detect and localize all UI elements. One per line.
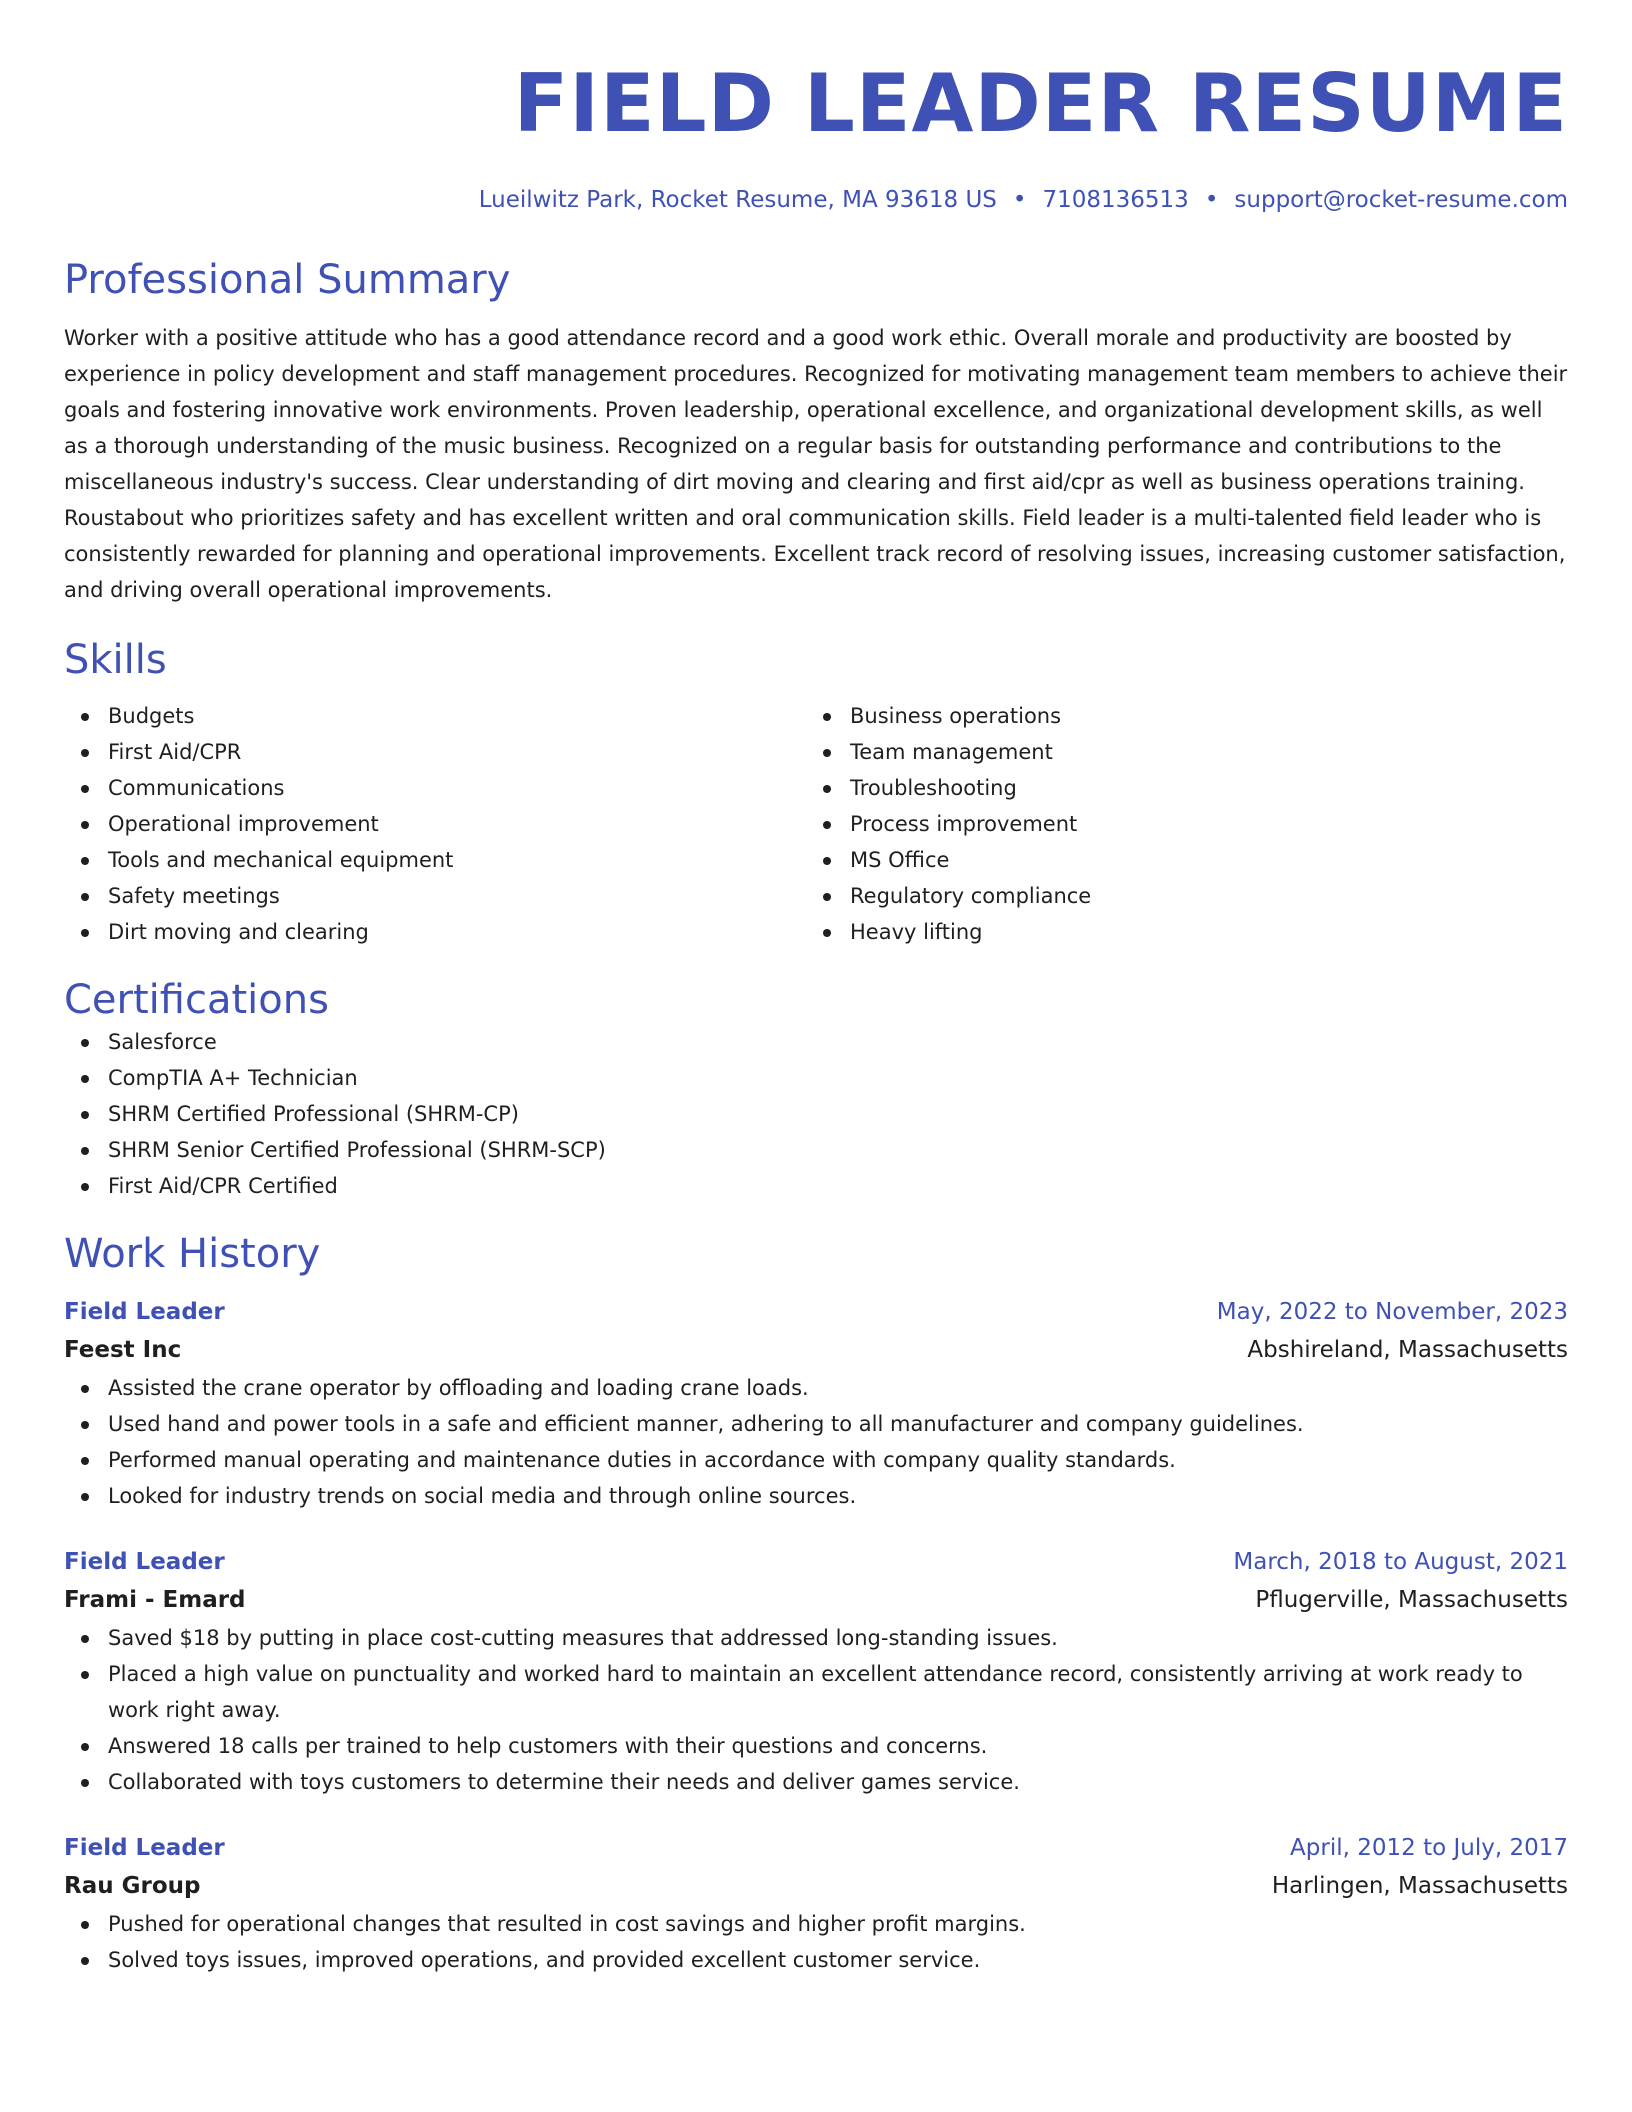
contact-separator: • <box>1012 187 1027 213</box>
job-bullet: Solved toys issues, improved operations, and provided excellent customer service. <box>64 1942 1568 1978</box>
summary-text: Worker with a positive attitude who has a good attendance record and a good work ethic. Overall morale and productivity are boosted by experience in policy development and staff management procedures. Recognized for motivating management team members to achieve their goals and fostering innovative work environments. Proven leadership, operational excellence, and organizational development skills, as well as a thorough understanding of the music business. Recognized on a regular basis for outstanding performance and contributions to the miscellaneous industry's success. Clear understanding of dirt moving and clearing and first aid/cpr as well as business operations training. Roustabout who prioritizes safety and has excellent written and oral communication skills. Field leader is a multi-talented field leader who is consistently rewarded for planning and operational improvements. Excellent track record of resolving issues, increasing customer satisfaction, and driving overall operational improvements. <box>64 326 1568 602</box>
skills-list-right <box>806 698 1548 950</box>
job-company: Feest Inc <box>64 1337 182 1363</box>
job-title: Field Leader <box>64 1835 225 1861</box>
job-company: Rau Group <box>64 1873 201 1899</box>
job-bullets <box>64 1370 1568 1514</box>
job-bullet: Used hand and power tools in a safe and efficient manner, adhering to all manufacturer and company guidelines. <box>64 1406 1568 1442</box>
resume-name: FIELD LEADER RESUME <box>513 57 1568 150</box>
job-bullet: Performed manual operating and maintenance duties in accordance with company quality standards. <box>64 1442 1568 1478</box>
resume-header <box>64 0 1568 214</box>
skill-item: Heavy lifting <box>806 914 1548 950</box>
skills-column-left <box>64 698 806 950</box>
skill-item: Process improvement <box>806 806 1548 842</box>
certification-item: SHRM Certified Professional (SHRM-CP) <box>64 1096 1568 1132</box>
job-bullet: Looked for industry trends on social media and through online sources. <box>64 1478 1568 1514</box>
skill-item: MS Office <box>806 842 1548 878</box>
job-title-row <box>64 1830 1568 1866</box>
skills-list-left <box>64 698 806 950</box>
contact-email[interactable]: support@rocket-resume.com <box>1234 187 1568 213</box>
job-title: Field Leader <box>64 1299 225 1325</box>
job-dates: April, 2012 to July, 2017 <box>1290 1835 1568 1861</box>
skill-item: Tools and mechanical equipment <box>64 842 806 878</box>
job-location: Harlingen, Massachusetts <box>1271 1873 1568 1899</box>
job-bullets <box>64 1620 1568 1800</box>
certification-item: SHRM Senior Certified Professional (SHRM-SCP) <box>64 1132 1568 1168</box>
certifications-heading: Certifications <box>64 977 329 1023</box>
contact-line <box>64 186 1568 214</box>
job-bullet: Collaborated with toys customers to determine their needs and deliver games service. <box>64 1764 1568 1800</box>
skill-item: First Aid/CPR <box>64 734 806 770</box>
certification-item: Salesforce <box>64 1024 1568 1060</box>
skill-item: Dirt moving and clearing <box>64 914 806 950</box>
job-company-row <box>64 1330 1568 1370</box>
job-bullet: Answered 18 calls per trained to help customers with their questions and concerns. <box>64 1728 1568 1764</box>
job-entry <box>64 1544 1568 1800</box>
skill-item: Safety meetings <box>64 878 806 914</box>
skill-item: Regulatory compliance <box>806 878 1548 914</box>
summary-heading: Professional Summary <box>64 257 511 303</box>
certification-item: First Aid/CPR Certified <box>64 1168 1568 1204</box>
job-bullet: Assisted the crane operator by offloading and loading crane loads. <box>64 1370 1568 1406</box>
job-bullet: Saved $18 by putting in place cost-cutting measures that addressed long-standing issues. <box>64 1620 1568 1656</box>
job-company: Frami - Emard <box>64 1587 246 1613</box>
job-company-row <box>64 1866 1568 1906</box>
skill-item: Business operations <box>806 698 1548 734</box>
skill-item: Team management <box>806 734 1548 770</box>
skills-column-right <box>806 698 1548 950</box>
job-dates: March, 2018 to August, 2021 <box>1233 1549 1568 1575</box>
job-title-row <box>64 1294 1568 1330</box>
contact-address: Lueilwitz Park, Rocket Resume, MA 93618 US <box>478 187 997 213</box>
job-location: Abshireland, Massachusetts <box>1247 1337 1568 1363</box>
job-bullet: Placed a high value on punctuality and worked hard to maintain an excellent attendance record, consistently arriving at work ready to work right away. <box>64 1656 1568 1728</box>
job-dates: May, 2022 to November, 2023 <box>1216 1299 1568 1325</box>
job-entry <box>64 1294 1568 1514</box>
job-title: Field Leader <box>64 1549 225 1575</box>
skill-item: Communications <box>64 770 806 806</box>
skill-item: Operational improvement <box>64 806 806 842</box>
job-entry <box>64 1830 1568 1978</box>
skills-grid <box>64 698 1568 950</box>
work-history-heading: Work History <box>64 1231 321 1277</box>
contact-phone[interactable]: 7108136513 <box>1042 187 1189 213</box>
job-bullet: Pushed for operational changes that resulted in cost savings and higher profit margins. <box>64 1906 1568 1942</box>
job-bullets <box>64 1906 1568 1978</box>
job-company-row <box>64 1580 1568 1620</box>
skill-item: Budgets <box>64 698 806 734</box>
skills-heading: Skills <box>64 637 167 683</box>
certifications-list <box>64 1024 1568 1204</box>
skill-item: Troubleshooting <box>806 770 1548 806</box>
job-title-row <box>64 1544 1568 1580</box>
contact-separator: • <box>1204 187 1219 213</box>
job-location: Pflugerville, Massachusetts <box>1255 1587 1568 1613</box>
certification-item: CompTIA A+ Technician <box>64 1060 1568 1096</box>
